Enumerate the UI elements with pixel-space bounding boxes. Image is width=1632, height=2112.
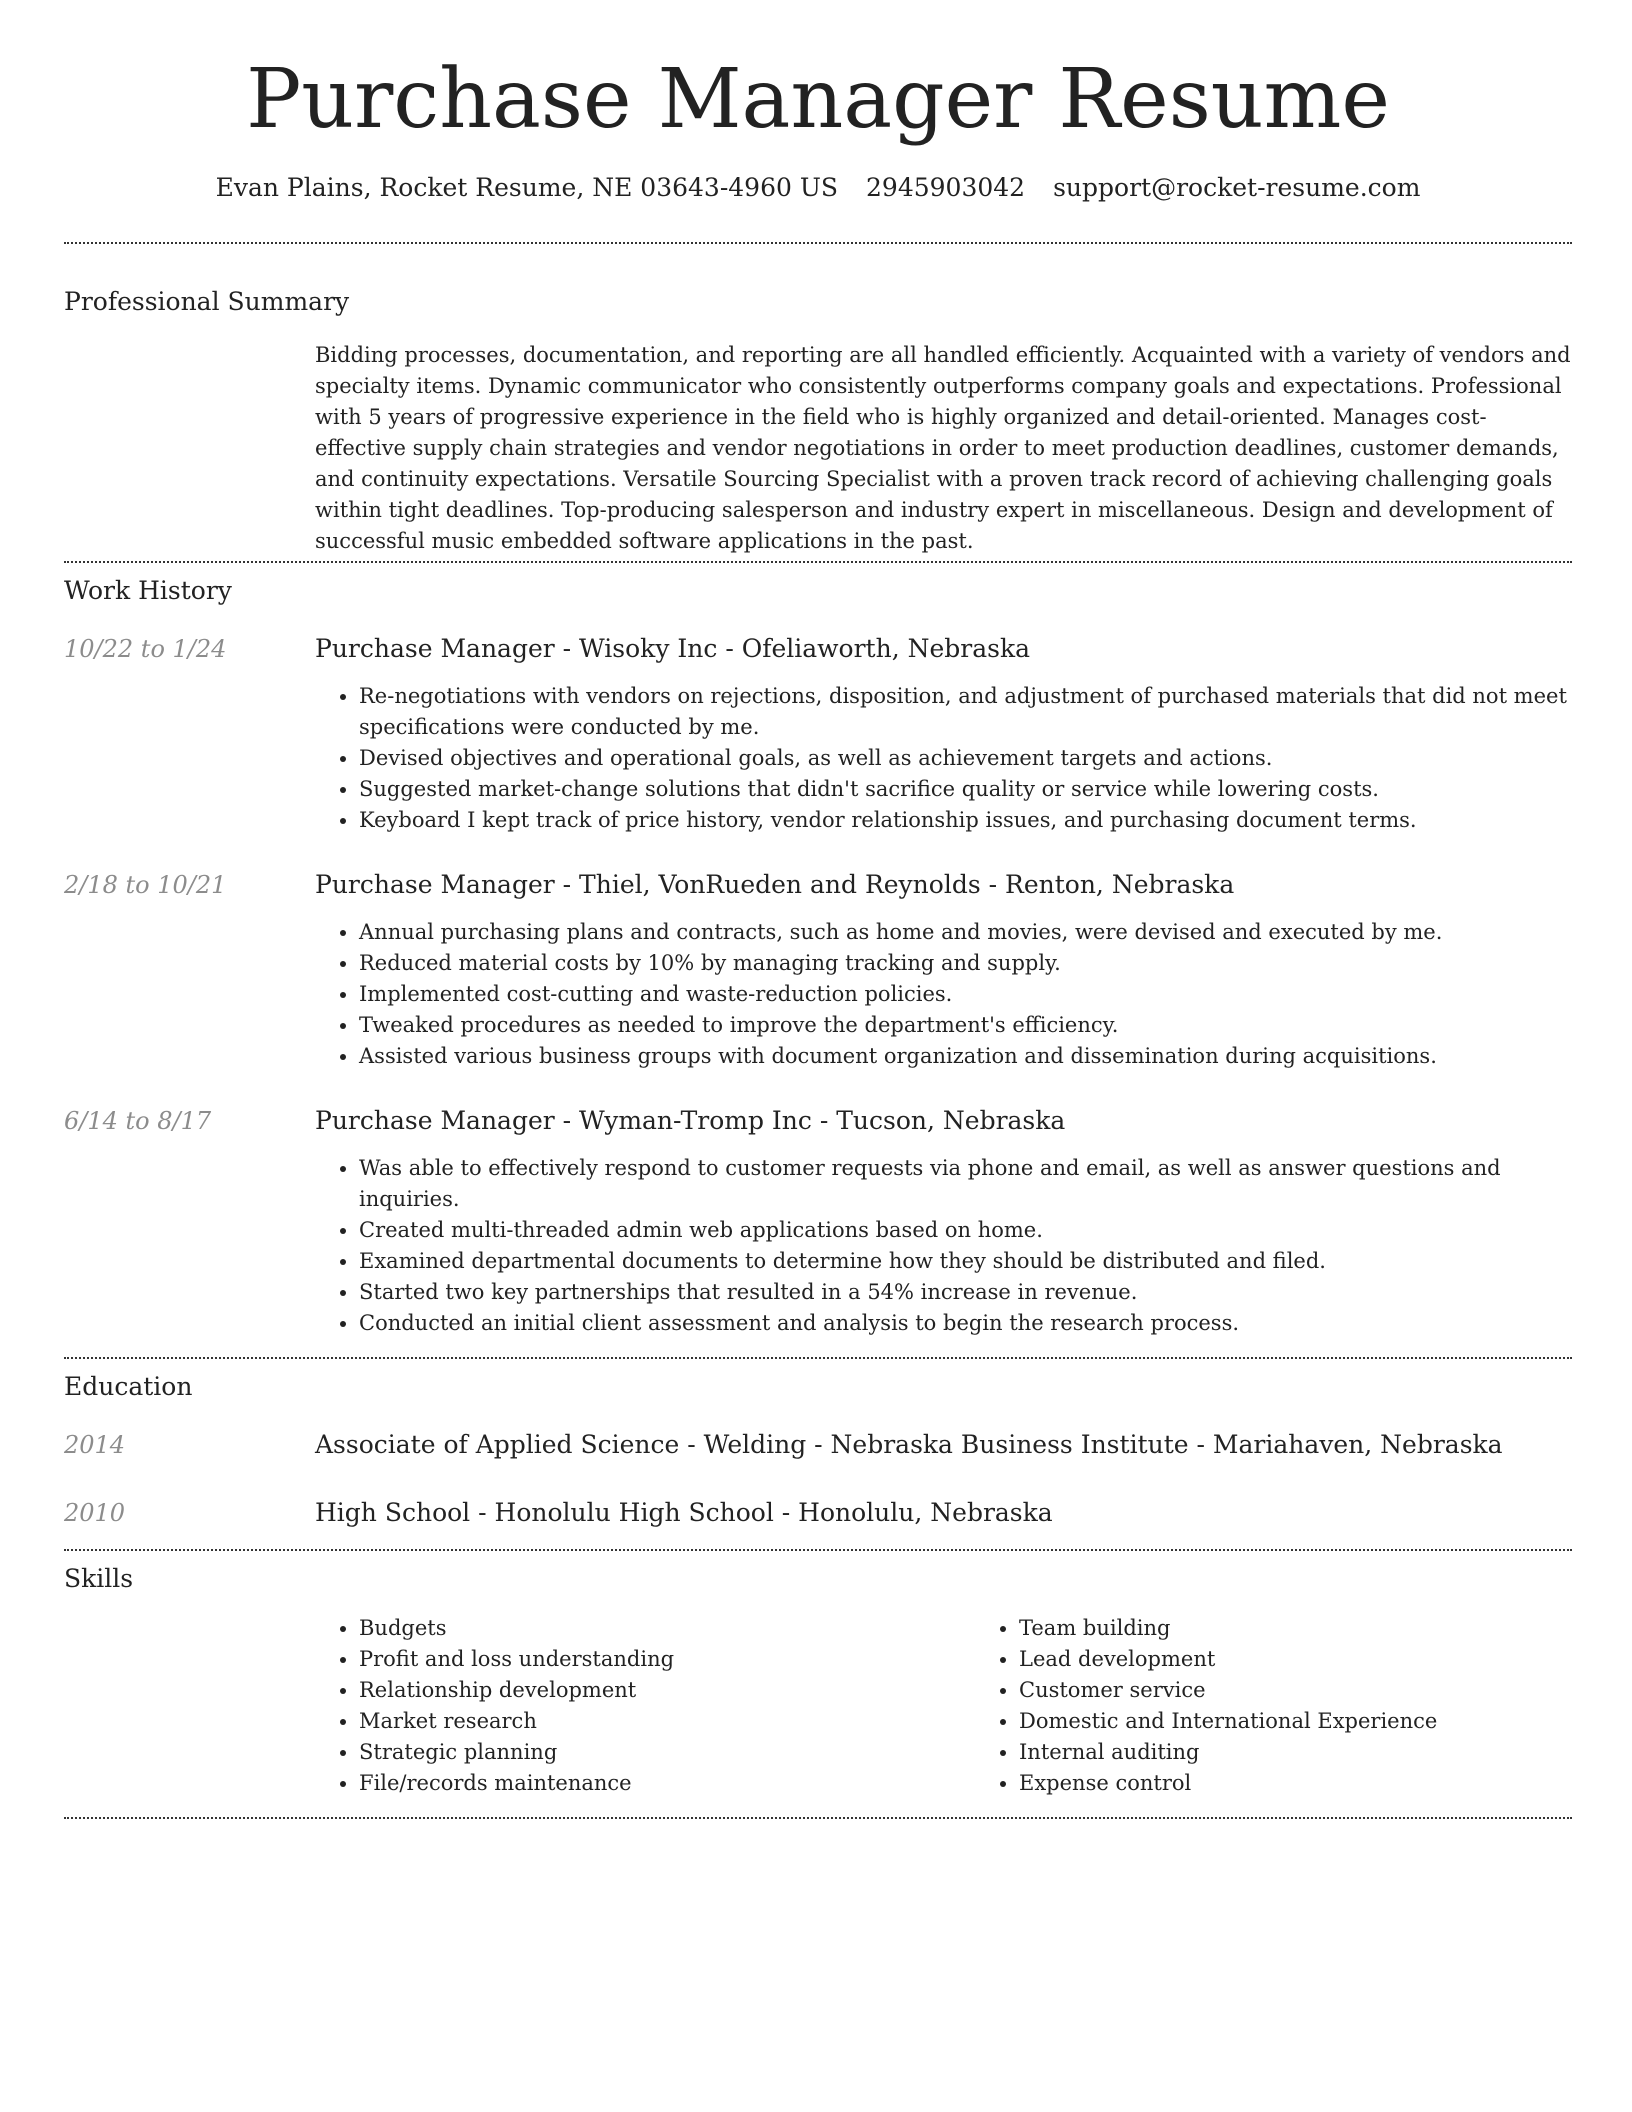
skills-spacer — [64, 1613, 315, 1799]
resume-page — [64, 0, 1572, 1819]
section-heading-education: Education — [64, 1372, 193, 1401]
section-heading-summary: Professional Summary — [64, 287, 350, 316]
education-entry — [64, 1429, 1572, 1461]
list-item: • Team building — [1019, 1613, 1632, 1644]
list-item: • Internal auditing — [1019, 1737, 1632, 1768]
divider — [64, 1817, 1572, 1819]
list-item: • Suggested market-change solutions that didn't sacrifice quality or service while lowering costs. — [359, 774, 1572, 805]
list-item: • Tweaked procedures as needed to improve the department's efficiency. — [359, 1010, 1572, 1041]
section-heading-work: Work History — [64, 576, 232, 605]
divider — [64, 1549, 1572, 1551]
list-item: • Keyboard I kept track of price history, vendor relationship issues, and purchasing document terms. — [359, 805, 1572, 836]
job-details — [315, 869, 1572, 1072]
education-entry — [64, 1497, 1572, 1529]
job-details — [315, 1105, 1572, 1339]
education-text: Associate of Applied Science - Welding - Nebraska Business Institute - Mariahaven, Nebraska — [315, 1430, 1503, 1459]
education-text: High School - Honolulu High School - Honolulu, Nebraska — [315, 1498, 1053, 1527]
divider — [64, 1357, 1572, 1359]
education-year: 2014 — [64, 1431, 126, 1459]
list-item: • Budgets — [359, 1613, 975, 1644]
summary-text: Bidding processes, documentation, and reporting are all handled efficiently. Acquainted with a variety of vendors and specialty items. Dynamic communicator who consistently outperforms company goals and expectations. Professional with 5 years of progressive experience in the field who is highly organized and detail-oriented. Manages cost-effective supply chain strategies and vendor negotiations in order to meet production deadlines, customer demands, and continuity expectations. Versatile Sourcing Specialist with a proven track record of achieving challenging goals within tight deadlines. Top-producing salesperson and industry expert in miscellaneous. Design and development of successful music embedded software applications in the past. — [315, 343, 1571, 553]
list-item: • Domestic and International Experience — [1019, 1706, 1632, 1737]
list-item: • Conducted an initial client assessment and analysis to begin the research process. — [359, 1308, 1572, 1339]
divider — [64, 242, 1572, 244]
list-item: • Customer service — [1019, 1675, 1632, 1706]
job-dates: 6/14 to 8/17 — [64, 1107, 212, 1135]
job-entry — [64, 633, 1572, 836]
list-item: • Profit and loss understanding — [359, 1644, 975, 1675]
section-heading-skills: Skills — [64, 1564, 134, 1593]
list-item: • Market research — [359, 1706, 975, 1737]
education-year: 2010 — [64, 1499, 126, 1527]
list-item: • Created multi-threaded admin web applications based on home. — [359, 1215, 1572, 1246]
skills-list-left — [315, 1613, 975, 1799]
skills-row — [64, 1613, 1572, 1799]
job-title: Purchase Manager - Wisoky Inc - Ofeliaworth, Nebraska — [315, 634, 1031, 663]
job-details — [315, 633, 1572, 836]
list-item: • Strategic planning — [359, 1737, 975, 1768]
divider — [64, 561, 1572, 563]
list-item: • File/records maintenance — [359, 1768, 975, 1799]
contact-email: support@rocket-resume.com — [1053, 173, 1421, 202]
job-title: Purchase Manager - Wyman-Tromp Inc - Tucson, Nebraska — [315, 1106, 1066, 1135]
job-bullets — [315, 681, 1572, 836]
list-item: • Lead development — [1019, 1644, 1632, 1675]
job-dates: 2/18 to 10/21 — [64, 871, 227, 899]
list-item: • Relationship development — [359, 1675, 975, 1706]
skills-list-right — [975, 1613, 1632, 1799]
list-item: • Expense control — [1019, 1768, 1632, 1799]
summary-spacer — [64, 340, 315, 557]
job-dates: 10/22 to 1/24 — [64, 635, 227, 663]
list-item: • Started two key partnerships that resulted in a 54% increase in revenue. — [359, 1277, 1572, 1308]
list-item: • Re-negotiations with vendors on rejections, disposition, and adjustment of purchased materials that did not meet specifications were conducted by me. — [359, 681, 1572, 743]
list-item: • Devised objectives and operational goals, as well as achievement targets and actions. — [359, 743, 1572, 774]
job-entry — [64, 869, 1572, 1072]
list-item: • Reduced material costs by 10% by managing tracking and supply. — [359, 948, 1572, 979]
job-entry — [64, 1105, 1572, 1339]
list-item: • Assisted various business groups with document organization and dissemination during acquisitions. — [359, 1041, 1572, 1072]
skills-grid — [315, 1613, 1632, 1799]
job-title: Purchase Manager - Thiel, VonRueden and Reynolds - Renton, Nebraska — [315, 870, 1235, 899]
contact-phone: 2945903042 — [866, 173, 1026, 202]
contact-address: Evan Plains, Rocket Resume, NE 03643-4960 US — [215, 173, 839, 202]
job-bullets — [315, 1153, 1572, 1339]
contact-line — [64, 172, 1572, 204]
list-item: • Implemented cost-cutting and waste-reduction policies. — [359, 979, 1572, 1010]
summary-row — [64, 340, 1572, 557]
list-item: • Annual purchasing plans and contracts, such as home and movies, were devised and executed by me. — [359, 917, 1572, 948]
page-title: Purchase Manager Resume — [246, 52, 1390, 147]
list-item: • Examined departmental documents to determine how they should be distributed and filed. — [359, 1246, 1572, 1277]
job-bullets — [315, 917, 1572, 1072]
list-item: • Was able to effectively respond to customer requests via phone and email, as well as answer questions and inquiries. — [359, 1153, 1572, 1215]
